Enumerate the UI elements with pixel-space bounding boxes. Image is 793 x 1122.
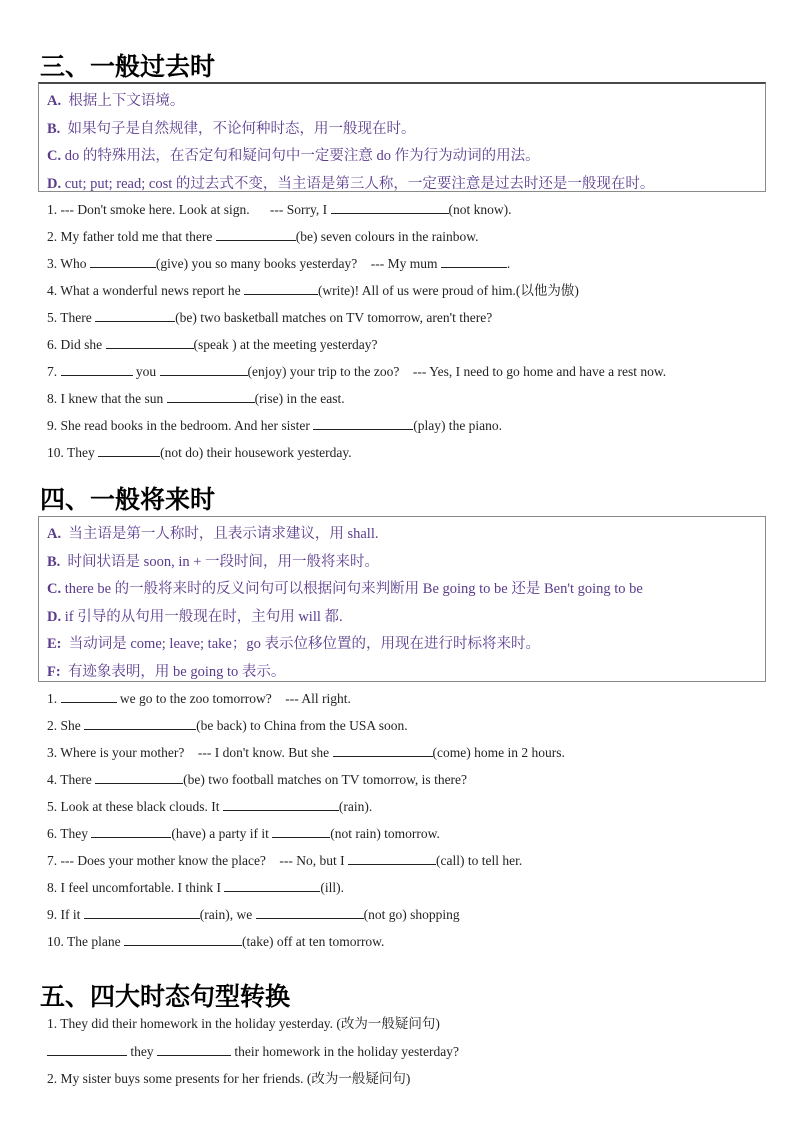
question-item (47, 336, 378, 354)
question-text: you (132, 364, 160, 379)
section-3-heading: 三、一般过去时 (40, 52, 216, 81)
question-text: (be) two football matches on TV tomorrow, is there? (183, 772, 468, 787)
rule-item (47, 659, 765, 687)
section-4-heading: 四、一般将来时 (40, 485, 216, 514)
rule-label: B. (47, 120, 61, 137)
rule-text: 有迹象表明，用 be going to 表示。 (67, 663, 286, 680)
answer-blank[interactable] (95, 771, 183, 784)
question-text: 1. --- Don't smoke here. Look at sign. --- Sorry, I (47, 202, 331, 217)
answer-blank[interactable] (90, 255, 156, 268)
question-text: 8. I knew that the sun (47, 391, 167, 406)
question-text: (rain), we (199, 907, 256, 922)
question-text: (be) seven colours in the rainbow. (295, 229, 479, 244)
answer-blank[interactable] (98, 444, 160, 457)
answer-blank[interactable] (331, 201, 449, 214)
question-item (47, 879, 344, 897)
rule-item (47, 631, 765, 659)
answer-blank[interactable] (84, 906, 200, 919)
rule-label: A. (47, 93, 62, 109)
question-text: 6. They (47, 826, 92, 841)
question-text: 5. There (47, 310, 96, 325)
question-item (47, 852, 522, 870)
answer-blank[interactable] (272, 825, 330, 838)
section-5-heading: 五、四大时态句型转换 (40, 982, 291, 1011)
rule-label: F: (47, 663, 61, 680)
answer-blank[interactable] (61, 690, 117, 703)
question-text: (be) two basketball matches on TV tomorrow, aren't there? (175, 310, 493, 325)
question-text: 8. I feel uncomfortable. I think I (47, 880, 225, 895)
question-text: (call) to tell her. (436, 853, 523, 868)
answer-blank[interactable] (224, 879, 320, 892)
rule-text: 根据上下文语境。 (68, 93, 185, 109)
question-text: 4. There (47, 772, 96, 787)
rule-text: cut; put; read; cost 的过去式不变，当主语是第三人称，一定要注意是过去时还是一般现在时。 (64, 175, 655, 192)
question-text: 2. She (47, 718, 85, 733)
rule-item (47, 521, 765, 549)
rule-text: 如果句子是自然规律，不论何种时态，用一般现在时。 (67, 120, 416, 137)
question-item (47, 282, 579, 300)
question-text: 6. Did she (47, 337, 106, 352)
answer-blank[interactable] (61, 363, 133, 376)
answer-blank[interactable] (441, 255, 507, 268)
question-text: 5. Look at these black clouds. It (47, 799, 223, 814)
answer-blank[interactable] (348, 852, 436, 865)
rule-text: 当动词是 come; leave; take；go 表示位移位置的，用现在进行时标将来时。 (68, 636, 540, 652)
rule-text: 时间状语是 soon, in + 一段时间，用一般将来时。 (67, 553, 380, 570)
question-text: 10. They (47, 445, 99, 460)
answer-blank[interactable] (84, 717, 196, 730)
rule-item (47, 143, 765, 171)
question-text: 2. My father told me that there (47, 229, 216, 244)
rule-label: C. (47, 581, 62, 597)
question-item (47, 825, 440, 843)
question-text: (write)! All of us were proud of him.(以他为傲) (317, 283, 579, 298)
question-item (47, 444, 352, 462)
question-item (47, 717, 408, 735)
question-text: (not go) shopping (363, 907, 460, 922)
answer-blank[interactable] (313, 417, 413, 430)
question-item (47, 1070, 410, 1088)
rule-text: 当主语是第一人称时，且表示请求建议，用 shall. (68, 526, 379, 542)
question-text: 7. --- Does your mother know the place? --- No, but I (47, 853, 349, 868)
question-text: 3. Who (47, 256, 90, 271)
question-text: 2. My sister buys some presents for her friends. (改为一般疑问句) (47, 1071, 411, 1086)
answer-blank[interactable] (244, 282, 318, 295)
question-item (47, 201, 512, 219)
question-text: (give) you so many books yesterday? --- My mum (155, 256, 441, 271)
question-item (47, 363, 666, 381)
answer-blank[interactable] (47, 1043, 127, 1056)
question-item (47, 255, 510, 273)
question-text: 3. Where is your mother? --- I don't know. But she (47, 745, 333, 760)
question-text: (not know). (448, 202, 512, 217)
question-text: they (127, 1044, 157, 1059)
rule-item (47, 604, 765, 632)
rule-item (47, 171, 765, 199)
rule-text: do 的特殊用法，在否定句和疑问句中一定要注意 do 作为行为动词的用法。 (64, 148, 540, 164)
rule-label: B. (47, 553, 61, 570)
rule-item (47, 88, 765, 116)
rule-text: if 引导的从句用一般现在时，主句用 will 都. (64, 608, 343, 625)
answer-blank[interactable] (95, 309, 175, 322)
rule-item (47, 576, 765, 604)
answer-blank[interactable] (106, 336, 194, 349)
question-text: (ill). (320, 880, 344, 895)
question-text: 1. (47, 691, 61, 706)
question-item (47, 1015, 440, 1033)
rule-label: A. (47, 526, 62, 542)
question-item (47, 933, 384, 951)
question-item (47, 798, 372, 816)
section-3-rules-box (38, 82, 766, 192)
rule-text: there be 的一般将来时的反义问句可以根据问句来判断用 Be going to be 还是 Ben't going to be (64, 581, 643, 597)
question-text: . (506, 256, 511, 271)
answer-blank[interactable] (256, 906, 364, 919)
answer-blank[interactable] (91, 825, 171, 838)
answer-blank[interactable] (216, 228, 296, 241)
question-item (47, 228, 479, 246)
question-item (47, 309, 492, 327)
question-text: 7. (47, 364, 61, 379)
question-text: (rain). (338, 799, 373, 814)
question-text: their homework in the holiday yesterday? (231, 1044, 459, 1059)
rule-item (47, 116, 765, 144)
question-text: (be back) to China from the USA soon. (196, 718, 408, 733)
answer-blank[interactable] (223, 798, 339, 811)
question-text: 1. They did their homework in the holiday yesterday. (改为一般疑问句) (47, 1016, 440, 1031)
question-item (47, 390, 345, 408)
question-text: 9. If it (47, 907, 84, 922)
answer-blank[interactable] (167, 390, 255, 403)
question-text: (take) off at ten tomorrow. (241, 934, 385, 949)
question-item (47, 744, 565, 762)
question-text: (not do) their housework yesterday. (160, 445, 352, 460)
question-text: we go to the zoo tomorrow? --- All right. (116, 691, 351, 706)
question-text: 9. She read books in the bedroom. And her sister (47, 418, 314, 433)
rule-label: D. (47, 175, 62, 192)
question-text: (speak ) at the meeting yesterday? (193, 337, 378, 352)
question-text: (play) the piano. (413, 418, 503, 433)
question-text: (not rain) tomorrow. (330, 826, 440, 841)
question-item (47, 690, 351, 708)
rule-label: E: (47, 636, 62, 652)
rule-label: D. (47, 608, 62, 625)
rule-item (47, 549, 765, 577)
question-text: (rise) in the east. (254, 391, 345, 406)
rule-label: C. (47, 148, 62, 164)
answer-blank[interactable] (124, 933, 242, 946)
answer-blank[interactable] (333, 744, 433, 757)
question-item (47, 417, 502, 435)
question-text: (enjoy) your trip to the zoo? --- Yes, I need to go home and have a rest now. (247, 364, 667, 379)
question-text: (have) a party if it (171, 826, 273, 841)
question-item (47, 1043, 459, 1061)
question-text: (come) home in 2 hours. (432, 745, 565, 760)
answer-blank[interactable] (157, 1043, 231, 1056)
question-text: 10. The plane (47, 934, 124, 949)
question-item (47, 771, 467, 789)
section-4-rules-box (38, 516, 766, 682)
question-text: 4. What a wonderful news report he (47, 283, 244, 298)
question-item (47, 906, 460, 924)
answer-blank[interactable] (160, 363, 248, 376)
